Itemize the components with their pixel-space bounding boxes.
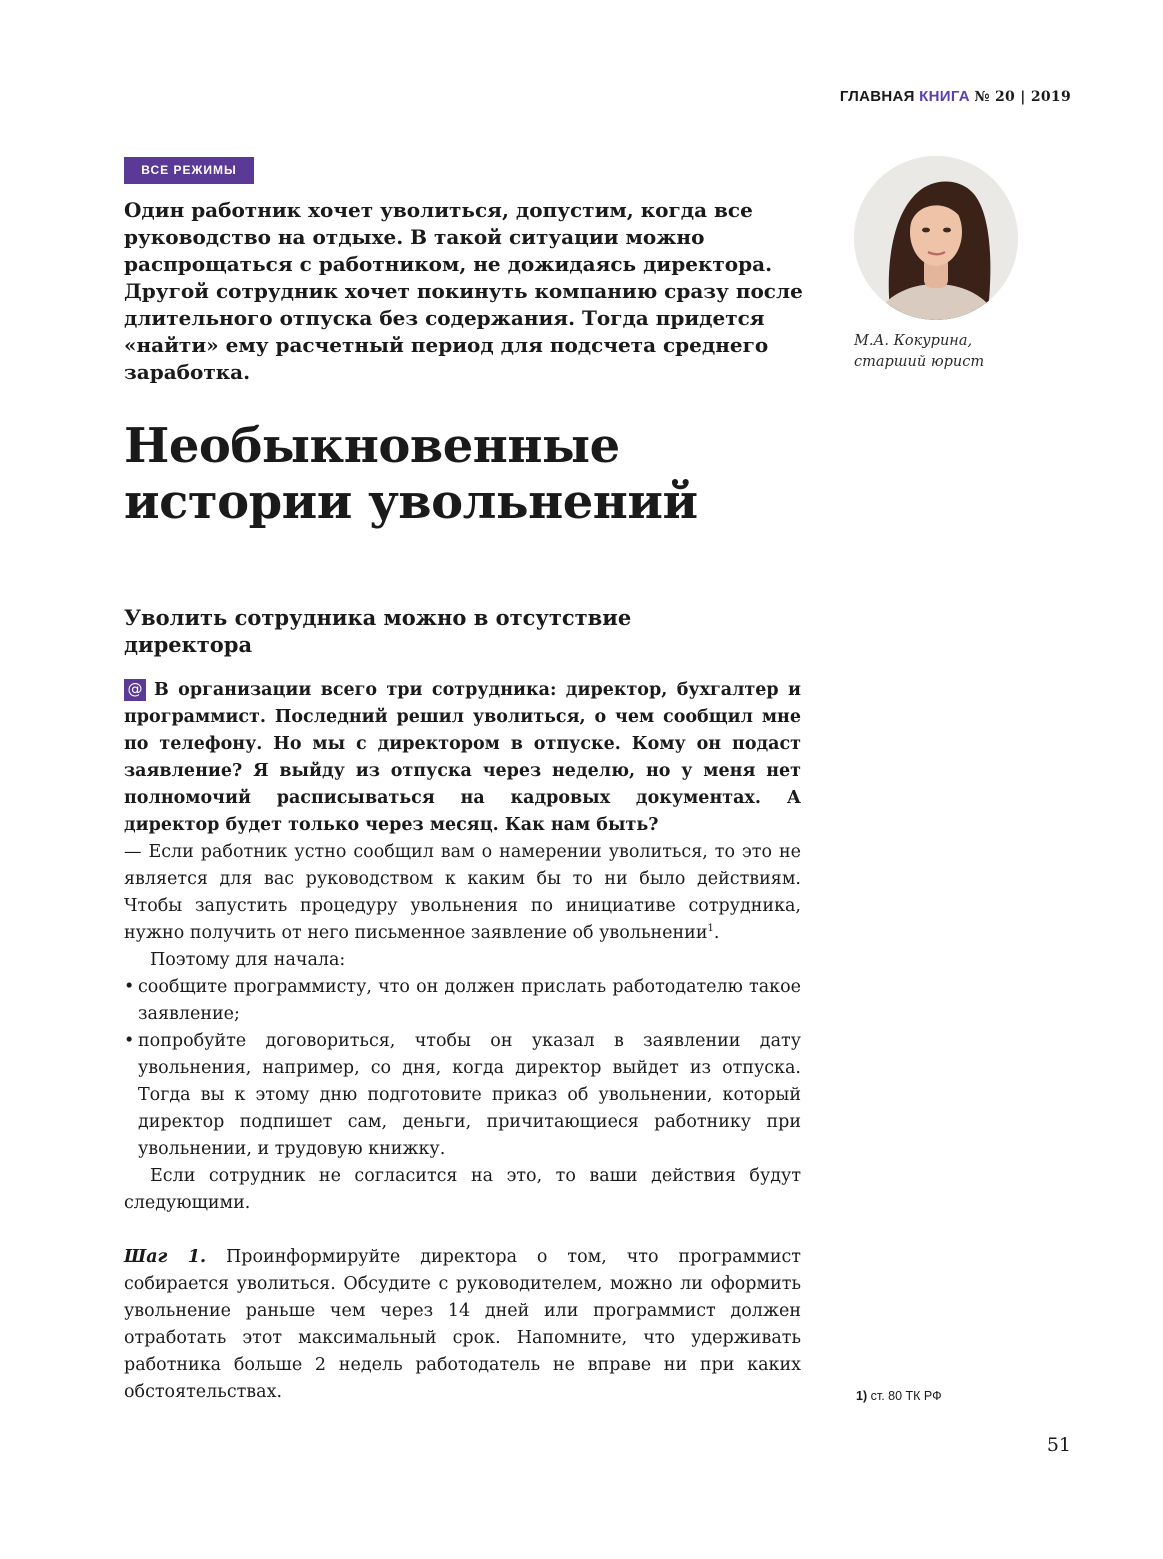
- article-title: [124, 418, 844, 530]
- article-title-line-2: истории увольнений: [124, 474, 698, 530]
- answer-outro: Если сотрудник не согласится на это, то ваши действия будут следующими.: [124, 1166, 801, 1213]
- step-1-text: Проинформируйте директора о том, что программист собирается уволиться. Обсудите с руководителем, можно ли оформить увольнение раньше чем через 14 дней или программист должен отработать этот максимальный срок. Напомните, что удерживать работника больше 2 недель работодатель не вправе ни при каких обстоятельствах.: [124, 1247, 801, 1402]
- expert-answer-text: — Если работник устно сообщил вам о намерении уволиться, то это не является для вас руководством к каким бы то ни было действиям. Чтобы запустить процедуру увольнения по инициативе сотрудника, нужно получить от него письменное заявление об увольнении: [124, 842, 801, 943]
- masthead-issue: № 20 | 2019: [974, 89, 1071, 105]
- at-sign-icon: @: [124, 679, 146, 701]
- page-number: 51: [1046, 1434, 1071, 1456]
- footnote: [856, 1389, 942, 1403]
- section-heading-line-1: Уволить сотрудника можно в отсутствие: [124, 605, 632, 630]
- answer-intro: Поэтому для начала:: [150, 950, 346, 970]
- step-1-label: Шаг 1.: [124, 1247, 207, 1267]
- list-item: • сообщите программисту, что он должен прислать работодателю такое заявление;: [124, 974, 801, 1028]
- masthead-brand-accent: КНИГА: [919, 88, 970, 105]
- masthead-brand-main: ГЛАВНАЯ: [839, 88, 915, 105]
- section-heading: [124, 604, 764, 658]
- author-position: старший юрист: [854, 354, 985, 370]
- footnote-text: ст. 80 ТК РФ: [870, 1389, 942, 1403]
- lead-paragraph: Один работник хочет уволиться, допустим, когда все руководство на отдыхе. В такой ситуации можно распрощаться с работником, не дожидаясь директора. Другой сотрудник хочет покинуть компанию сразу после длительного отпуска без содержания. Тогда придется «найти» ему расчетный период для подсчета среднего заработка.: [124, 198, 803, 384]
- author-name: М.А. Кокурина,: [854, 333, 973, 349]
- expert-answer-end: .: [713, 923, 720, 943]
- author-avatar: [854, 156, 1018, 320]
- author-caption: [854, 331, 984, 373]
- section-heading-line-2: директора: [124, 632, 253, 657]
- footnote-ref: 1: [707, 923, 714, 935]
- step-1: [124, 1244, 801, 1406]
- reader-question: [124, 677, 801, 839]
- masthead: [840, 88, 1071, 105]
- author-portrait-image: [854, 156, 1018, 320]
- article-title-line-1: Необыкновенные: [124, 418, 620, 474]
- article-body: [124, 677, 801, 1406]
- list-item: • попробуйте договориться, чтобы он указал в заявлении дату увольнения, например, со дня, когда директор выйдет из отпуска. Тогда вы к этому дню подготовите приказ об увольнении, который директор подпишет сам, деньги, причитающиеся работнику при увольнении, и трудовую книжку.: [124, 1028, 801, 1163]
- expert-answer: [124, 839, 801, 947]
- category-tag: ВСЕ РЕЖИМЫ: [124, 157, 254, 184]
- footnote-number: 1): [856, 1389, 868, 1403]
- reader-question-text: В организации всего три сотрудника: директор, бухгалтер и программист. Последний решил уволиться, о чем сообщил мне по телефону. Но мы с директором в отпуске. Кому он подаст заявление? Я выйду из отпуска через неделю, но у меня нет полномочий расписываться на кадровых документах. А директор будет только через месяц. Как нам быть?: [124, 680, 801, 835]
- action-list: [124, 974, 801, 1163]
